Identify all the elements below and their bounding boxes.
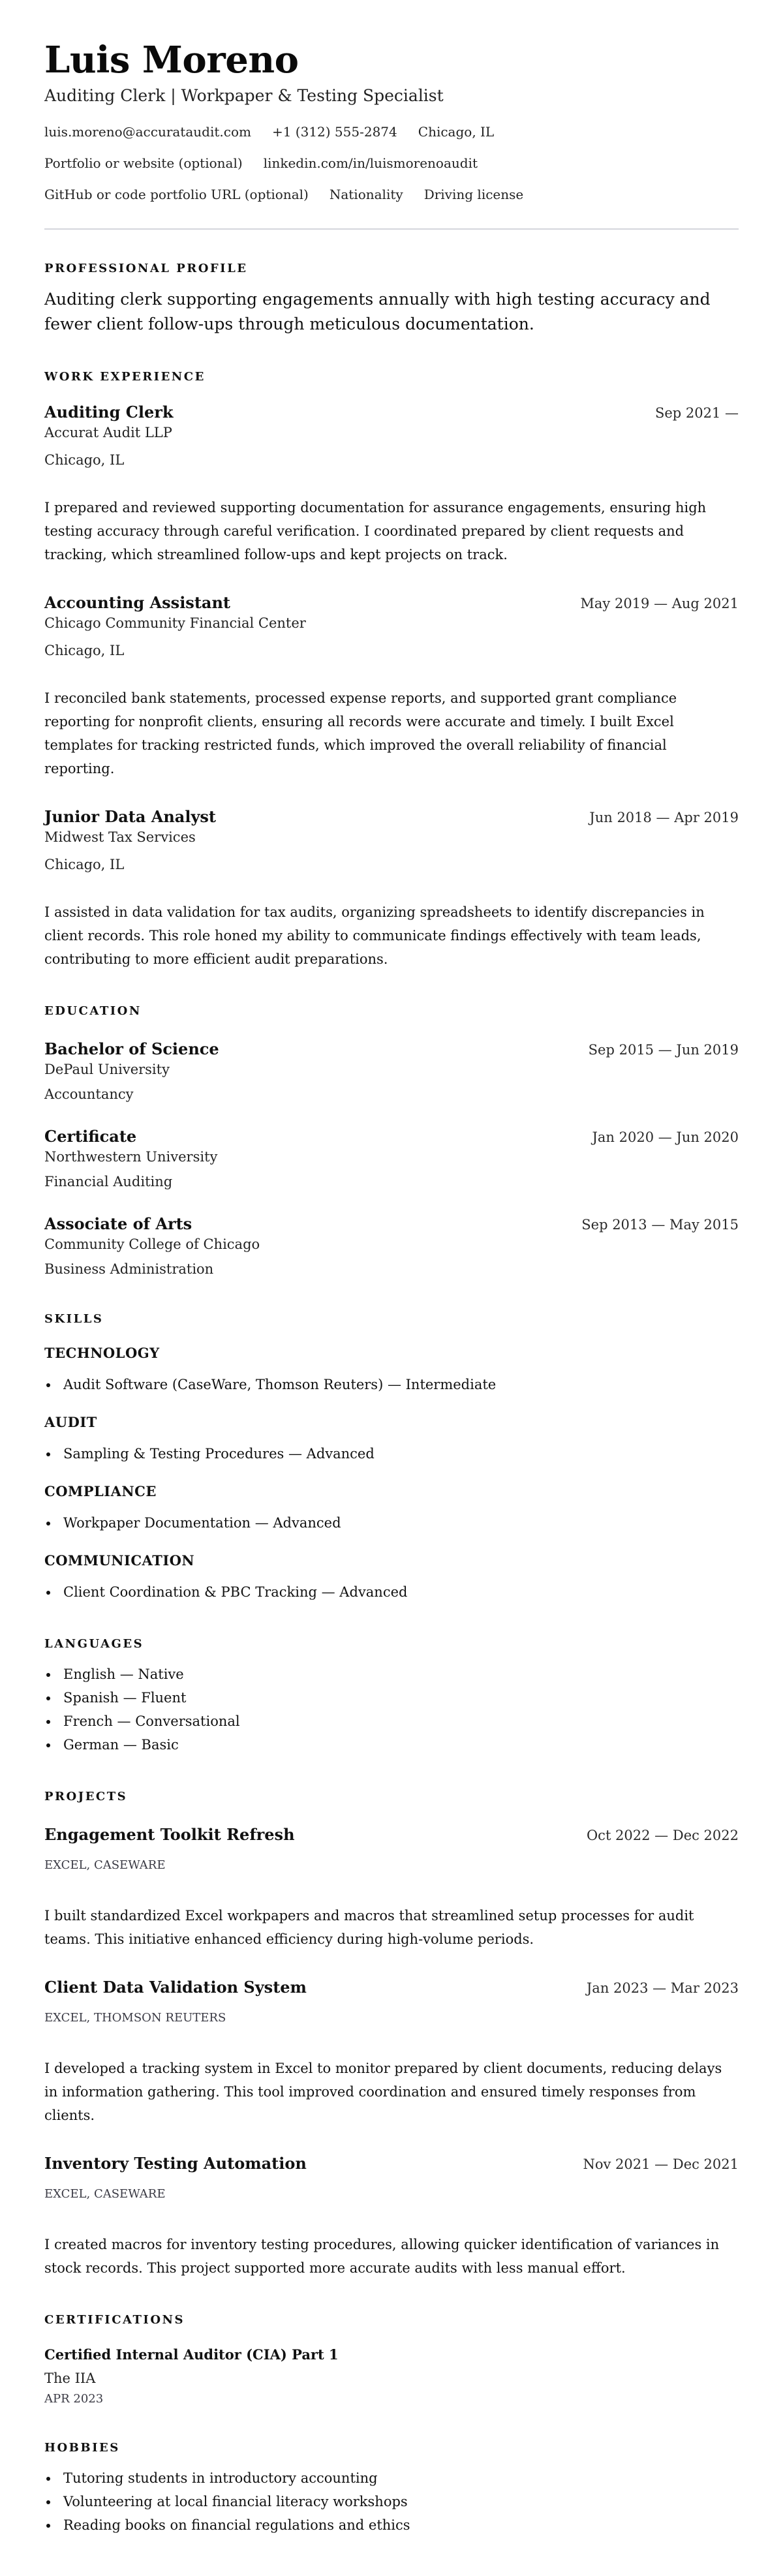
job-dates: May 2019 — Aug 2021 — [580, 596, 739, 611]
project-entry — [44, 1824, 739, 1951]
skill-group-compliance — [44, 1482, 739, 1535]
project-dates: Nov 2021 — Dec 2021 — [583, 2156, 739, 2172]
certification-name: Certified Internal Auditor (CIA) Part 1 — [44, 2346, 339, 2363]
project-description: I developed a tracking system in Excel to monitor prepared by client documents, reducing delays in information gathering. This tool improved coordination and ensured timely responses from clients. — [44, 2061, 722, 2123]
job-company: Chicago Community Financial Center — [44, 615, 306, 631]
contact-location: Chicago, IL — [418, 124, 495, 140]
section-experience — [44, 369, 739, 971]
section-title-skills: SKILLS — [44, 1312, 104, 1326]
field-of-study: Accountancy — [44, 1086, 134, 1102]
hobby-item: Tutoring students in introductory accounting — [44, 2466, 739, 2490]
education-entry — [44, 1039, 739, 1104]
language-item: Spanish — Fluent — [44, 1686, 739, 1710]
contact-linkedin[interactable]: linkedin.com/in/luismorenoaudit — [263, 155, 478, 171]
project-name: Engagement Toolkit Refresh — [44, 1825, 295, 1844]
skill-item: Audit Software (CaseWare, Thomson Reuters) — Intermediate — [44, 1373, 739, 1396]
section-languages — [44, 1636, 739, 1756]
project-dates: Oct 2022 — Dec 2022 — [586, 1828, 739, 1843]
skill-list — [44, 1580, 739, 1604]
skill-group-technology — [44, 1344, 739, 1396]
contact-row-links — [44, 154, 739, 172]
education-dates: Jan 2020 — Jun 2020 — [592, 1129, 739, 1145]
skill-item: Client Coordination & PBC Tracking — Advanced — [44, 1580, 739, 1604]
section-title-certifications: CERTIFICATIONS — [44, 2313, 185, 2327]
contact-github[interactable]: GitHub or code portfolio URL (optional) — [44, 187, 309, 202]
section-title-profile: PROFESSIONAL PROFILE — [44, 262, 248, 275]
job-dates: Sep 2021 — — [654, 405, 739, 421]
experience-entry — [44, 402, 739, 566]
education-entry — [44, 1214, 739, 1279]
education-entry — [44, 1126, 739, 1191]
header-divider — [44, 228, 739, 230]
job-description: I prepared and reviewed supporting documentation for assurance engagements, ensuring high testing accuracy through careful verification. I coordinated prepared by client requests and tracking, which streamlined follow-ups and kept projects on track. — [44, 500, 707, 562]
degree-title: Associate of Arts — [44, 1214, 192, 1233]
job-description: I assisted in data validation for tax audits, organizing spreadsheets to identify discrepancies in client records. This role honed my ability to communicate findings effectively with team leads, contributing to more efficient audit preparations. — [44, 904, 705, 967]
skill-group-communication — [44, 1552, 739, 1604]
degree-title: Bachelor of Science — [44, 1039, 219, 1058]
section-certifications — [44, 2312, 739, 2408]
project-tags: EXCEL, THOMSON REUTERS — [44, 2011, 226, 2025]
job-location: Chicago, IL — [44, 452, 125, 468]
job-description: I reconciled bank statements, processed expense reports, and supported grant compliance reporting for nonprofit clients, ensuring all records were accurate and timely. I built Excel templates for tracking restricted funds, which improved the overall reliability of financial reporting. — [44, 690, 677, 776]
job-dates: Jun 2018 — Apr 2019 — [589, 810, 739, 825]
degree-title: Certificate — [44, 1127, 137, 1146]
education-dates: Sep 2015 — Jun 2019 — [588, 1042, 739, 1058]
language-item: English — Native — [44, 1663, 739, 1686]
hobby-list — [44, 2466, 739, 2537]
section-title-hobbies: HOBBIES — [44, 2441, 120, 2455]
section-hobbies — [44, 2440, 739, 2537]
contact-row-primary — [44, 123, 739, 141]
section-title-languages: LANGUAGES — [44, 1637, 144, 1651]
field-of-study: Financial Auditing — [44, 1174, 173, 1189]
certification-issuer: The IIA — [44, 2370, 96, 2386]
certification-date: APR 2023 — [44, 2392, 104, 2406]
section-title-education: EDUCATION — [44, 1004, 142, 1018]
profile-summary: Auditing clerk supporting engagements annually with high testing accuracy and fewer client follow-ups through meticulous documentation. — [44, 290, 711, 333]
project-tags: EXCEL, CASEWARE — [44, 2187, 166, 2201]
resume-header — [44, 38, 739, 230]
contact-email[interactable]: luis.moreno@accurataudit.com — [44, 124, 251, 140]
project-entry — [44, 1977, 739, 2127]
project-tags: EXCEL, CASEWARE — [44, 1858, 166, 1872]
skill-category: COMMUNICATION — [44, 1552, 195, 1569]
contact-nationality: Nationality — [329, 187, 403, 202]
school-name: Community College of Chicago — [44, 1236, 260, 1252]
contact-row-extra — [44, 185, 739, 204]
language-list — [44, 1663, 739, 1756]
field-of-study: Business Administration — [44, 1261, 214, 1277]
job-title: Junior Data Analyst — [44, 807, 217, 826]
job-location: Chicago, IL — [44, 857, 125, 872]
experience-entry — [44, 806, 739, 971]
section-profile — [44, 261, 739, 337]
section-title-projects: PROJECTS — [44, 1790, 128, 1803]
job-company: Midwest Tax Services — [44, 829, 196, 845]
contact-portfolio[interactable]: Portfolio or website (optional) — [44, 155, 243, 171]
school-name: Northwestern University — [44, 1149, 218, 1165]
section-projects — [44, 1789, 739, 2280]
hobby-item: Reading books on financial regulations and ethics — [44, 2513, 739, 2537]
education-dates: Sep 2013 — May 2015 — [581, 1217, 739, 1233]
candidate-name: Luis Moreno — [44, 38, 299, 82]
hobby-item: Volunteering at local financial literacy workshops — [44, 2490, 739, 2513]
project-dates: Jan 2023 — Mar 2023 — [586, 1980, 739, 1996]
project-entry — [44, 2153, 739, 2280]
skill-category: AUDIT — [44, 1414, 97, 1430]
section-skills — [44, 1311, 739, 1604]
school-name: DePaul University — [44, 1062, 170, 1077]
skill-list — [44, 1511, 739, 1535]
skill-list — [44, 1442, 739, 1465]
skill-item: Sampling & Testing Procedures — Advanced — [44, 1442, 739, 1465]
job-location: Chicago, IL — [44, 643, 125, 658]
language-item: German — Basic — [44, 1733, 739, 1756]
contact-phone[interactable]: +1 (312) 555-2874 — [271, 124, 397, 140]
experience-entry — [44, 592, 739, 780]
project-description: I created macros for inventory testing procedures, allowing quicker identification of variances in stock records. This project supported more accurate audits with less manual effort. — [44, 2237, 720, 2276]
skill-category: COMPLIANCE — [44, 1483, 157, 1499]
job-title: Accounting Assistant — [44, 593, 230, 612]
project-name: Inventory Testing Automation — [44, 2154, 307, 2173]
project-name: Client Data Validation System — [44, 1978, 307, 1997]
section-title-experience: WORK EXPERIENCE — [44, 370, 206, 384]
job-title: Auditing Clerk — [44, 403, 174, 422]
certification-entry — [44, 2345, 739, 2408]
candidate-headline: Auditing Clerk | Workpaper & Testing Specialist — [44, 86, 444, 105]
skill-category: TECHNOLOGY — [44, 1345, 160, 1361]
skill-group-audit — [44, 1413, 739, 1465]
contact-driving-license: Driving license — [423, 187, 524, 202]
skill-list — [44, 1373, 739, 1396]
project-description: I built standardized Excel workpapers and macros that streamlined setup processes for audit teams. This initiative enhanced efficiency during high-volume periods. — [44, 1908, 694, 1947]
skill-item: Workpaper Documentation — Advanced — [44, 1511, 739, 1535]
job-company: Accurat Audit LLP — [44, 425, 172, 440]
section-education — [44, 1004, 739, 1279]
language-item: French — Conversational — [44, 1710, 739, 1733]
